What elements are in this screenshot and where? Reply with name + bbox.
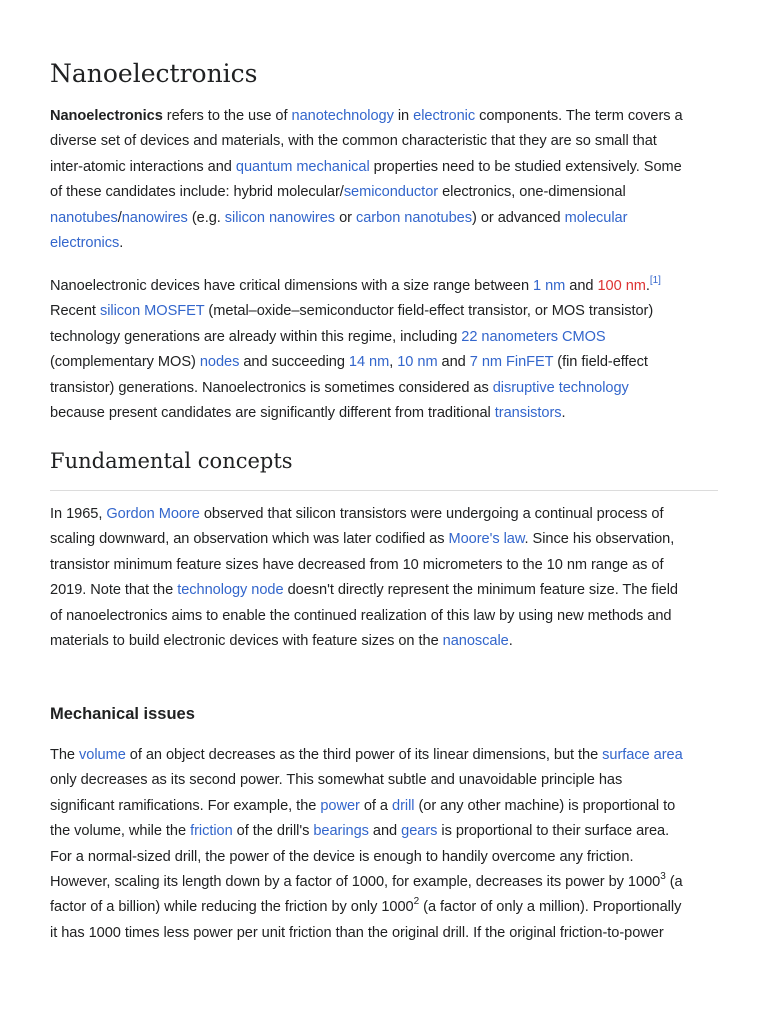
text-run: (a	[665, 873, 683, 890]
text-run: .	[645, 278, 650, 294]
text-line	[50, 819, 730, 844]
link-10-nm[interactable]: 10 nm	[397, 354, 438, 371]
text-line: transistor minimum feature sizes have decreased from 10 micrometers to the 10 nm range as of	[50, 556, 664, 573]
text-run: electronics, one-dimensional	[438, 184, 626, 201]
text-run: and	[368, 823, 402, 840]
text-line	[50, 401, 730, 426]
intro-paragraph-2	[50, 274, 730, 426]
text-run: (a factor of only a million). Proportionally	[419, 899, 682, 916]
text-line: diverse set of devices and materials, with the common characteristic that they are so small that	[50, 133, 657, 150]
link-14-nm[interactable]: 14 nm	[348, 354, 390, 371]
text-run: .	[561, 404, 566, 421]
link-silicon-nanowires[interactable]: silicon nanowires	[224, 209, 336, 226]
link-nodes[interactable]: nodes	[199, 354, 240, 371]
link-drill[interactable]: drill	[392, 797, 415, 814]
text-run: inter-atomic interactions and	[50, 158, 236, 175]
text-line: of nanoelectronics aims to enable the continued realization of this law by using new methods and	[50, 607, 672, 624]
text-line	[50, 104, 730, 129]
text-line	[50, 502, 730, 527]
text-run: in	[393, 108, 414, 124]
term-bold: Nanoelectronics	[50, 108, 163, 124]
text-line: only decreases as its second power. This somewhat subtle and unavoidable principle has	[50, 772, 623, 789]
link-quantum-mechanical[interactable]: quantum mechanical	[235, 158, 370, 175]
link-surface-area[interactable]: surface area	[602, 747, 683, 763]
text-run: materials to build electronic devices with feature sizes on the	[50, 632, 443, 649]
link-friction[interactable]: friction	[190, 823, 233, 840]
text-line	[50, 527, 730, 552]
text-run: factor of a billion) while reducing the friction by only 1000	[50, 899, 414, 916]
text-run: The	[50, 747, 80, 763]
text-line	[50, 578, 730, 603]
text-line: it has 1000 times less power per unit friction than the original drill. If the original friction-to-power	[50, 924, 664, 941]
text-run: (e.g.	[187, 209, 225, 226]
text-run: In 1965,	[50, 506, 107, 522]
text-line	[50, 376, 730, 401]
text-run: . Since his observation,	[524, 531, 675, 548]
link-7-nm-finfet[interactable]: 7 nm FinFET	[469, 354, 554, 371]
text-run: because present candidates are significantly different from traditional	[50, 404, 495, 421]
mechanical-paragraph-1	[50, 743, 730, 946]
link-silicon-mosfet[interactable]: silicon MOSFET	[99, 303, 205, 320]
link-nanoscale[interactable]: nanoscale	[442, 632, 509, 649]
text-run: scaling downward, an observation which was later codified as	[50, 531, 449, 548]
link-electronic[interactable]: electronic	[413, 108, 476, 124]
text-run: the volume, while the	[50, 823, 191, 840]
text-line	[50, 350, 730, 375]
text-run: transistor) generations. Nanoelectronics is sometimes considered as	[50, 379, 493, 396]
link-moores-law[interactable]: Moore's law	[448, 531, 525, 548]
link-transistors[interactable]: transistors	[494, 404, 562, 421]
text-run: observed that silicon transistors were undergoing a continual process of	[199, 506, 664, 522]
link-nanotubes[interactable]: nanotubes	[50, 209, 118, 226]
link-molecular-electronics-cont[interactable]: electronics	[50, 234, 120, 251]
link-1-nm[interactable]: 1 nm	[533, 278, 566, 294]
text-line	[50, 870, 730, 895]
text-run: and	[437, 354, 470, 371]
text-run: of the drill's	[232, 823, 314, 840]
text-line	[50, 180, 730, 205]
text-run: (metal–oxide–semiconductor field-effect transistor, or MOS transistor)	[204, 303, 654, 320]
redlink-100-nm[interactable]: 100 nm	[597, 278, 646, 294]
text-line	[50, 325, 730, 350]
text-run: refers to the use of	[162, 108, 292, 124]
link-carbon-nanotubes[interactable]: carbon nanotubes	[355, 209, 472, 226]
text-run: doesn't directly represent the minimum feature size. The field	[283, 582, 678, 599]
link-gears[interactable]: gears	[401, 823, 438, 840]
link-nanotechnology[interactable]: nanotechnology	[291, 108, 394, 124]
text-run: Nanoelectronic devices have critical dimensions with a size range between	[50, 278, 534, 294]
text-run: of these candidates include: hybrid molecular/	[50, 184, 344, 201]
text-run: (fin field-effect	[553, 354, 648, 371]
text-line	[50, 206, 730, 231]
text-run: .	[119, 234, 124, 251]
section-heading-fundamental-concepts: Fundamental concepts	[50, 449, 293, 473]
text-run: significant ramifications. For example, the	[50, 797, 321, 814]
text-run: (or any other machine) is proportional to	[414, 797, 676, 814]
text-run: ) or advanced	[472, 209, 565, 226]
link-power[interactable]: power	[320, 797, 360, 814]
text-run: and succeeding	[239, 354, 349, 371]
link-disruptive-technology[interactable]: disruptive technology	[492, 379, 629, 396]
text-run: Recent	[50, 303, 100, 320]
text-run: or	[335, 209, 356, 226]
text-run: of an object decreases as the third power of its linear dimensions, but the	[125, 747, 603, 763]
text-line	[50, 274, 730, 299]
superscript: 2	[413, 896, 420, 908]
text-run: /	[117, 209, 122, 226]
text-line	[50, 895, 730, 920]
link-gordon-moore[interactable]: Gordon Moore	[106, 506, 200, 522]
text-line	[50, 155, 730, 180]
intro-paragraph-1	[50, 104, 730, 256]
text-run: and	[565, 278, 598, 294]
text-line: For a normal-sized drill, the power of the device is enough to handily overcome any friction.	[50, 848, 634, 865]
citation-1[interactable]: [1]	[649, 275, 661, 287]
text-run: properties need to be studied extensively. Some	[369, 158, 682, 175]
link-bearings[interactable]: bearings	[313, 823, 369, 840]
link-22-nanometers-cmos[interactable]: 22 nanometers CMOS	[461, 328, 606, 345]
section-divider	[50, 490, 718, 491]
text-run: (complementary MOS)	[50, 354, 200, 371]
text-run: technology generations are already within this regime, including	[50, 328, 462, 345]
text-run: is proportional to their surface area.	[437, 823, 670, 840]
text-run: of a	[359, 797, 392, 814]
link-nanowires[interactable]: nanowires	[121, 209, 188, 226]
text-run: components. The term covers a	[475, 108, 683, 124]
text-run: 2019. Note that the	[50, 582, 178, 599]
page-title: Nanoelectronics	[50, 59, 258, 88]
text-line	[50, 299, 730, 324]
link-technology-node[interactable]: technology node	[177, 582, 284, 599]
link-semiconductor[interactable]: semiconductor	[343, 184, 439, 201]
link-volume[interactable]: volume	[79, 747, 126, 763]
text-run: .	[508, 632, 513, 649]
text-line	[50, 743, 730, 768]
link-molecular-electronics[interactable]: molecular	[564, 209, 628, 226]
text-run: ,	[389, 354, 398, 371]
text-line	[50, 629, 730, 654]
superscript: 3	[660, 871, 666, 883]
fundamental-paragraph-1	[50, 502, 730, 654]
text-line	[50, 794, 730, 819]
text-line	[50, 231, 730, 256]
section-heading-mechanical-issues: Mechanical issues	[50, 705, 195, 723]
text-run: However, scaling its length down by a factor of 1000, for example, decreases its power by 1000	[50, 873, 661, 890]
